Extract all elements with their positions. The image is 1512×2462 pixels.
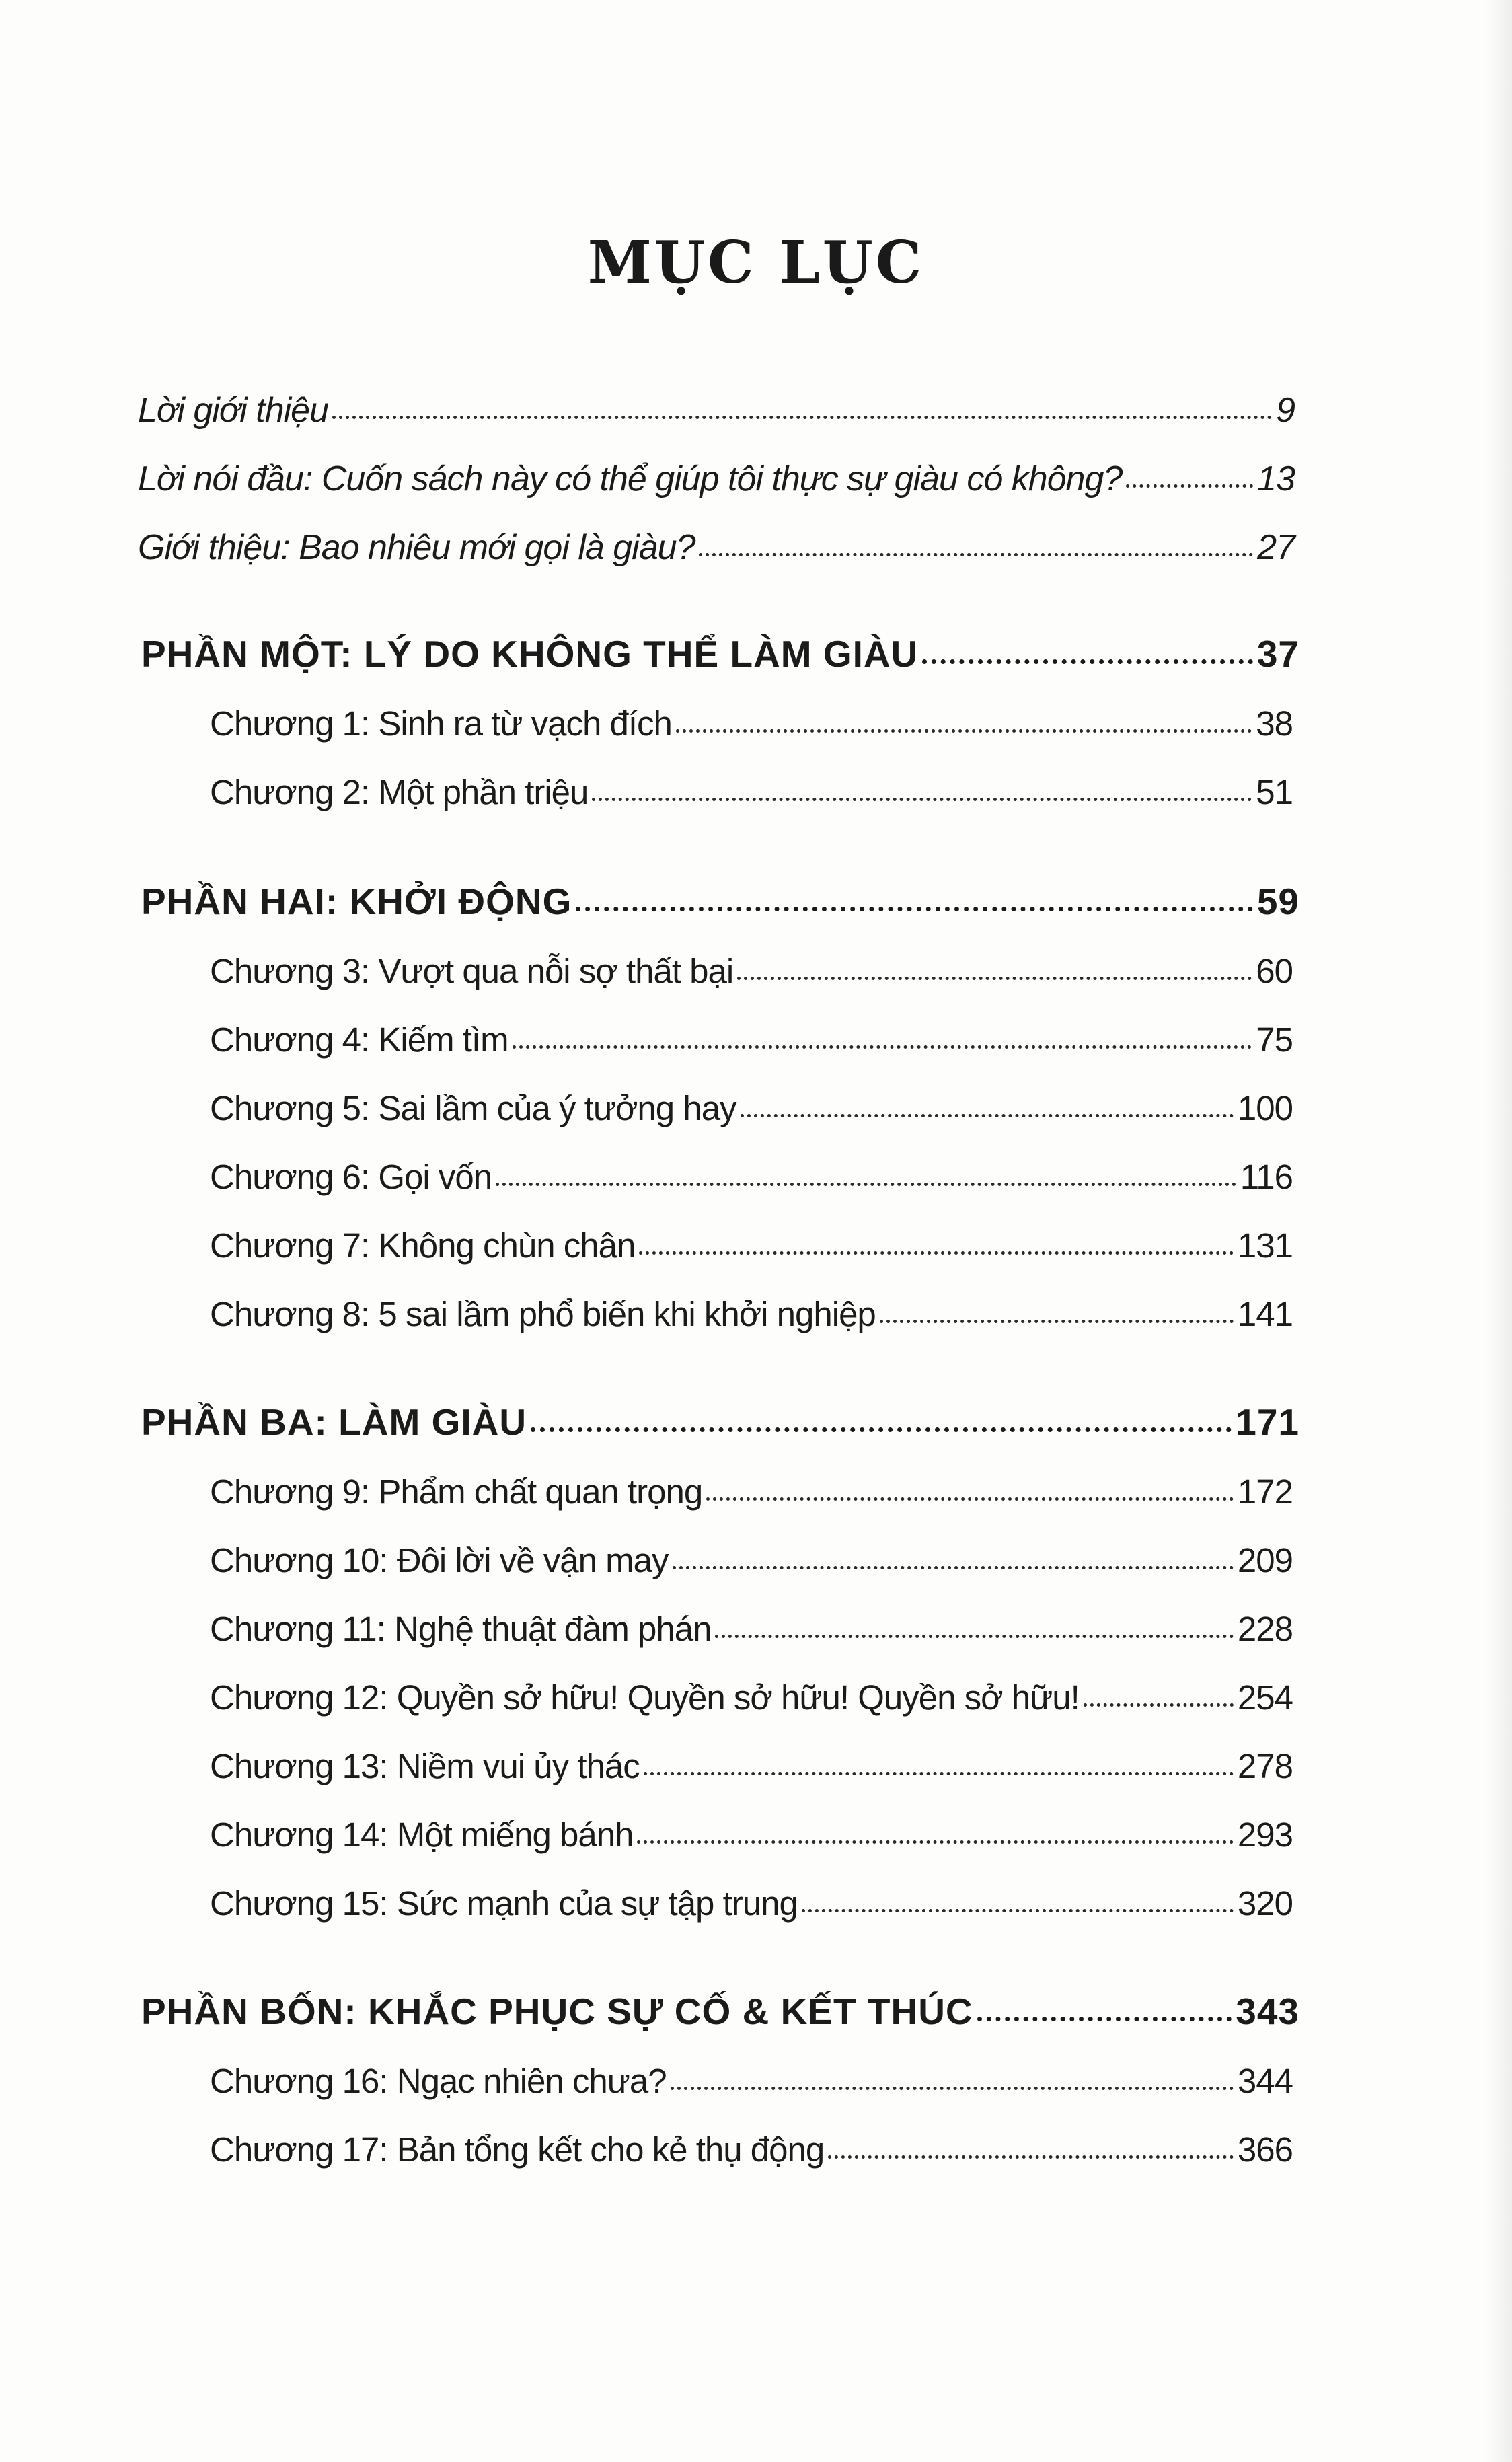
page-title: MỤC LỤC <box>587 229 925 297</box>
toc-chapter-entry[interactable] <box>210 1540 1293 1580</box>
dot-leader <box>576 907 1252 911</box>
toc-entry-label: Giới thiệu: Bao nhiêu mới gọi là giàu? <box>138 528 695 567</box>
toc-intro-entry[interactable] <box>138 527 1295 568</box>
dot-leader <box>977 2017 1232 2021</box>
toc-chapter-page: 228 <box>1237 1610 1293 1648</box>
dot-leader <box>802 1909 1234 1912</box>
toc-chapter-entry[interactable] <box>210 1815 1293 1855</box>
dot-leader <box>644 1772 1234 1775</box>
toc-chapter-label: Chương 14: Một miếng bánh <box>210 1816 634 1854</box>
dot-leader <box>671 2087 1234 2090</box>
toc-chapter-page: 278 <box>1237 1747 1293 1785</box>
dot-leader <box>880 1320 1234 1323</box>
toc-chapter-entry[interactable] <box>210 2130 1293 2169</box>
toc-chapter-page: 293 <box>1237 1816 1293 1854</box>
toc-chapter-page: 344 <box>1237 2062 1293 2100</box>
toc-chapter-page: 38 <box>1256 704 1293 743</box>
toc-chapter-label: Chương 3: Vượt qua nỗi sợ thất bại <box>210 952 734 990</box>
toc-chapter-page: 141 <box>1237 1295 1293 1333</box>
toc-chapter-entry[interactable] <box>210 1472 1293 1512</box>
toc-chapter-page: 209 <box>1237 1541 1293 1579</box>
dot-leader <box>715 1635 1233 1638</box>
dot-leader <box>513 1045 1252 1049</box>
dot-leader <box>592 798 1252 801</box>
toc-chapter-page: 320 <box>1237 1884 1293 1923</box>
dot-leader <box>676 729 1252 733</box>
toc-entry-page: 13 <box>1257 459 1295 498</box>
toc-entry-label: Lời giới thiệu <box>138 391 329 430</box>
toc-chapter-entry[interactable] <box>210 1226 1293 1265</box>
toc-entry-page: 27 <box>1257 528 1295 567</box>
toc-part-entry[interactable] <box>141 1990 1299 2033</box>
toc-chapter-page: 131 <box>1237 1226 1293 1265</box>
toc-chapter-entry[interactable] <box>210 2061 1293 2101</box>
toc-chapter-entry[interactable] <box>210 1883 1293 1923</box>
toc-chapter-page: 366 <box>1237 2130 1293 2169</box>
toc-chapter-label: Chương 16: Ngạc nhiên chưa? <box>210 2062 667 2100</box>
toc-chapter-label: Chương 13: Niềm vui ủy thác <box>210 1747 640 1785</box>
toc-chapter-label: Chương 4: Kiếm tìm <box>210 1020 508 1059</box>
toc-entry-page: 9 <box>1276 391 1295 430</box>
toc-part-label: PHẦN BA: LÀM GIÀU <box>141 1401 527 1443</box>
toc-part-label: PHẦN BỐN: KHẮC PHỤC SỰ CỐ & KẾT THÚC <box>141 1990 973 2032</box>
toc-chapter-label: Chương 15: Sức mạnh của sự tập trung <box>210 1884 798 1923</box>
toc-chapter-page: 75 <box>1256 1020 1293 1059</box>
toc-chapter-label: Chương 17: Bản tổng kết cho kẻ thụ động <box>210 2130 825 2169</box>
toc-chapter-page: 172 <box>1237 1472 1293 1511</box>
toc-chapter-entry[interactable] <box>210 1157 1293 1197</box>
dot-leader <box>922 659 1252 664</box>
toc-chapter-entry[interactable] <box>210 772 1293 812</box>
toc-part-page: 37 <box>1256 633 1299 675</box>
dot-leader <box>332 416 1272 419</box>
toc-chapter-page: 51 <box>1256 773 1293 811</box>
dot-leader <box>828 2155 1234 2159</box>
toc-chapter-page: 60 <box>1256 952 1293 990</box>
toc-chapter-label: Chương 8: 5 sai lầm phổ biến khi khởi nghiệp <box>210 1295 876 1333</box>
dot-leader <box>1084 1703 1234 1707</box>
toc-chapter-entry[interactable] <box>210 1746 1293 1786</box>
dot-leader <box>706 1497 1234 1501</box>
toc-entry-label: Lời nói đầu: Cuốn sách này có thể giúp tôi thực sự giàu có không? <box>138 459 1123 498</box>
toc-chapter-entry[interactable] <box>210 951 1293 991</box>
dot-leader <box>639 1251 1234 1255</box>
toc-chapter-label: Chương 11: Nghệ thuật đàm phán <box>210 1610 712 1648</box>
page-edge-shadow <box>1485 0 1512 2462</box>
toc-chapter-entry[interactable] <box>210 704 1293 743</box>
dot-leader <box>699 553 1253 556</box>
toc-part-label: PHẦN MỘT: LÝ DO KHÔNG THỂ LÀM GIÀU <box>141 633 919 675</box>
toc-chapter-entry[interactable] <box>210 1088 1293 1128</box>
toc-chapter-page: 100 <box>1237 1089 1293 1127</box>
toc-chapter-label: Chương 12: Quyền sở hữu! Quyền sở hữu! Quyền sở hữu! <box>210 1678 1080 1717</box>
toc-chapter-label: Chương 9: Phẩm chất quan trọng <box>210 1472 703 1511</box>
toc-part-label: PHẦN HAI: KHỞI ĐỘNG <box>141 881 572 922</box>
dot-leader <box>741 1114 1234 1117</box>
toc-chapter-label: Chương 1: Sinh ra từ vạch đích <box>210 704 672 743</box>
toc-chapter-entry[interactable] <box>210 1609 1293 1649</box>
dot-leader <box>1126 484 1253 488</box>
toc-part-entry[interactable] <box>141 632 1299 675</box>
toc-intro-entry[interactable] <box>138 459 1295 499</box>
toc-part-entry[interactable] <box>141 1401 1299 1444</box>
toc-intro-entry[interactable] <box>138 390 1295 431</box>
toc-chapter-entry[interactable] <box>210 1678 1293 1717</box>
toc-part-entry[interactable] <box>141 880 1299 923</box>
toc-chapter-entry[interactable] <box>210 1294 1293 1334</box>
toc-chapter-label: Chương 7: Không chùn chân <box>210 1226 636 1265</box>
dot-leader <box>496 1183 1236 1186</box>
toc-chapter-label: Chương 6: Gọi vốn <box>210 1158 492 1196</box>
toc-chapter-label: Chương 5: Sai lầm của ý tưởng hay <box>210 1089 736 1127</box>
toc-part-page: 343 <box>1236 1990 1299 2032</box>
toc-part-page: 59 <box>1256 881 1299 922</box>
toc-chapter-page: 254 <box>1237 1678 1293 1717</box>
toc-chapter-label: Chương 10: Đôi lời về vận may <box>210 1541 669 1579</box>
toc-chapter-page: 116 <box>1240 1158 1293 1196</box>
dot-leader <box>673 1566 1234 1569</box>
toc-part-page: 171 <box>1236 1401 1299 1443</box>
dot-leader <box>637 1840 1233 1844</box>
dot-leader <box>737 977 1252 980</box>
toc-chapter-label: Chương 2: Một phần triệu <box>210 773 589 811</box>
dot-leader <box>531 1427 1232 1432</box>
toc-chapter-entry[interactable] <box>210 1020 1293 1059</box>
